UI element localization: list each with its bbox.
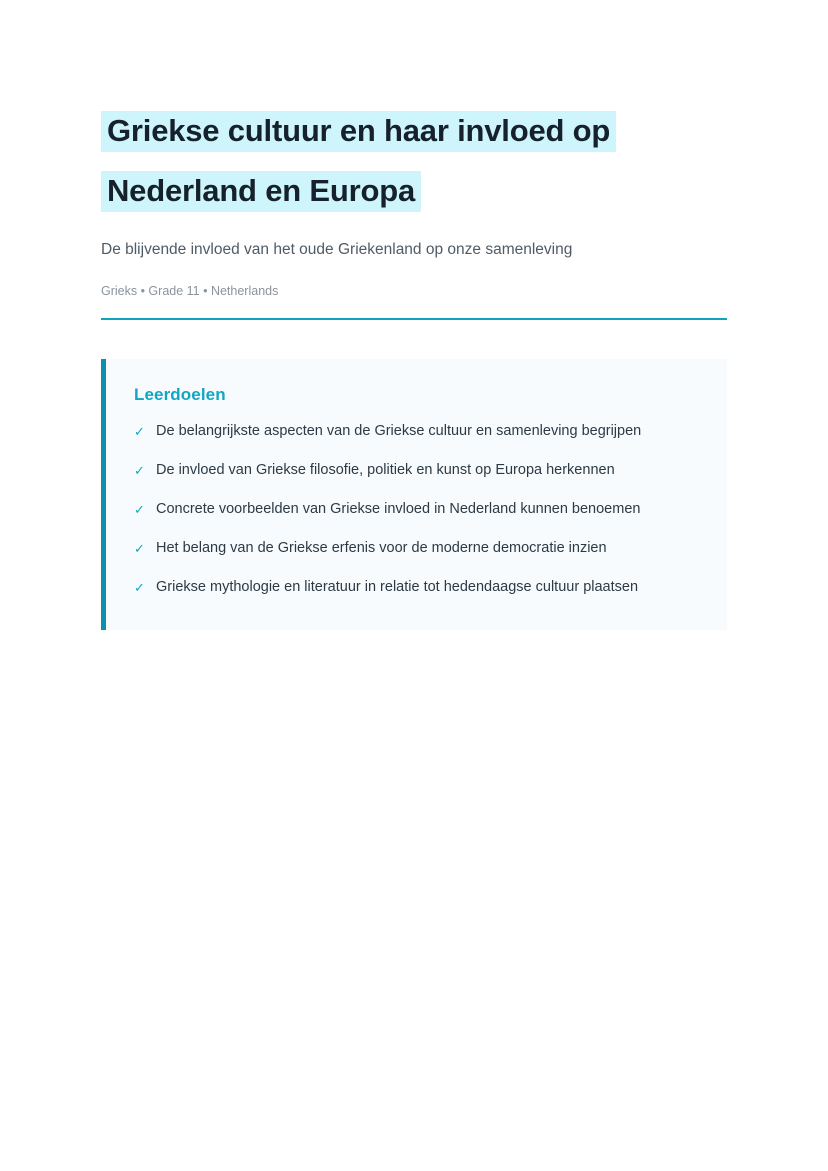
list-item [134,458,699,483]
document-content [101,101,727,630]
check-icon: ✓ [134,580,145,595]
title-divider [101,318,727,320]
list-item-label: De invloed van Griekse filosofie, politiek en kunst op Europa herkennen [156,462,615,478]
list-item [134,419,699,444]
list-item-label: De belangrijkste aspecten van de Griekse cultuur en samenleving begrijpen [156,423,642,439]
check-icon: ✓ [134,424,145,439]
list-item-label: Concrete voorbeelden van Griekse invloed in Nederland kunnen benoemen [156,501,641,517]
page-subtitle: De blijvende invloed van het oude Griekenland op onze samenleving [101,241,573,258]
document-meta: Grieks • Grade 11 • Netherlands [101,284,279,298]
learning-goals-list [134,419,699,600]
list-item-label: Het belang van de Griekse erfenis voor de moderne democratie inzien [156,540,607,556]
list-item-label: Griekse mythologie en literatuur in relatie tot hedendaagse cultuur plaatsen [156,579,639,595]
page-title [101,101,727,221]
page-title-line-1: Griekse cultuur en haar invloed op [101,111,616,152]
list-item [134,536,699,561]
list-item [134,575,699,600]
learning-goals-heading: Leerdoelen [134,385,226,404]
list-item [134,497,699,522]
check-icon: ✓ [134,463,145,478]
learning-goals-card [101,359,727,630]
check-icon: ✓ [134,502,145,517]
page-title-line-2: Nederland en Europa [101,171,421,212]
check-icon: ✓ [134,541,145,556]
